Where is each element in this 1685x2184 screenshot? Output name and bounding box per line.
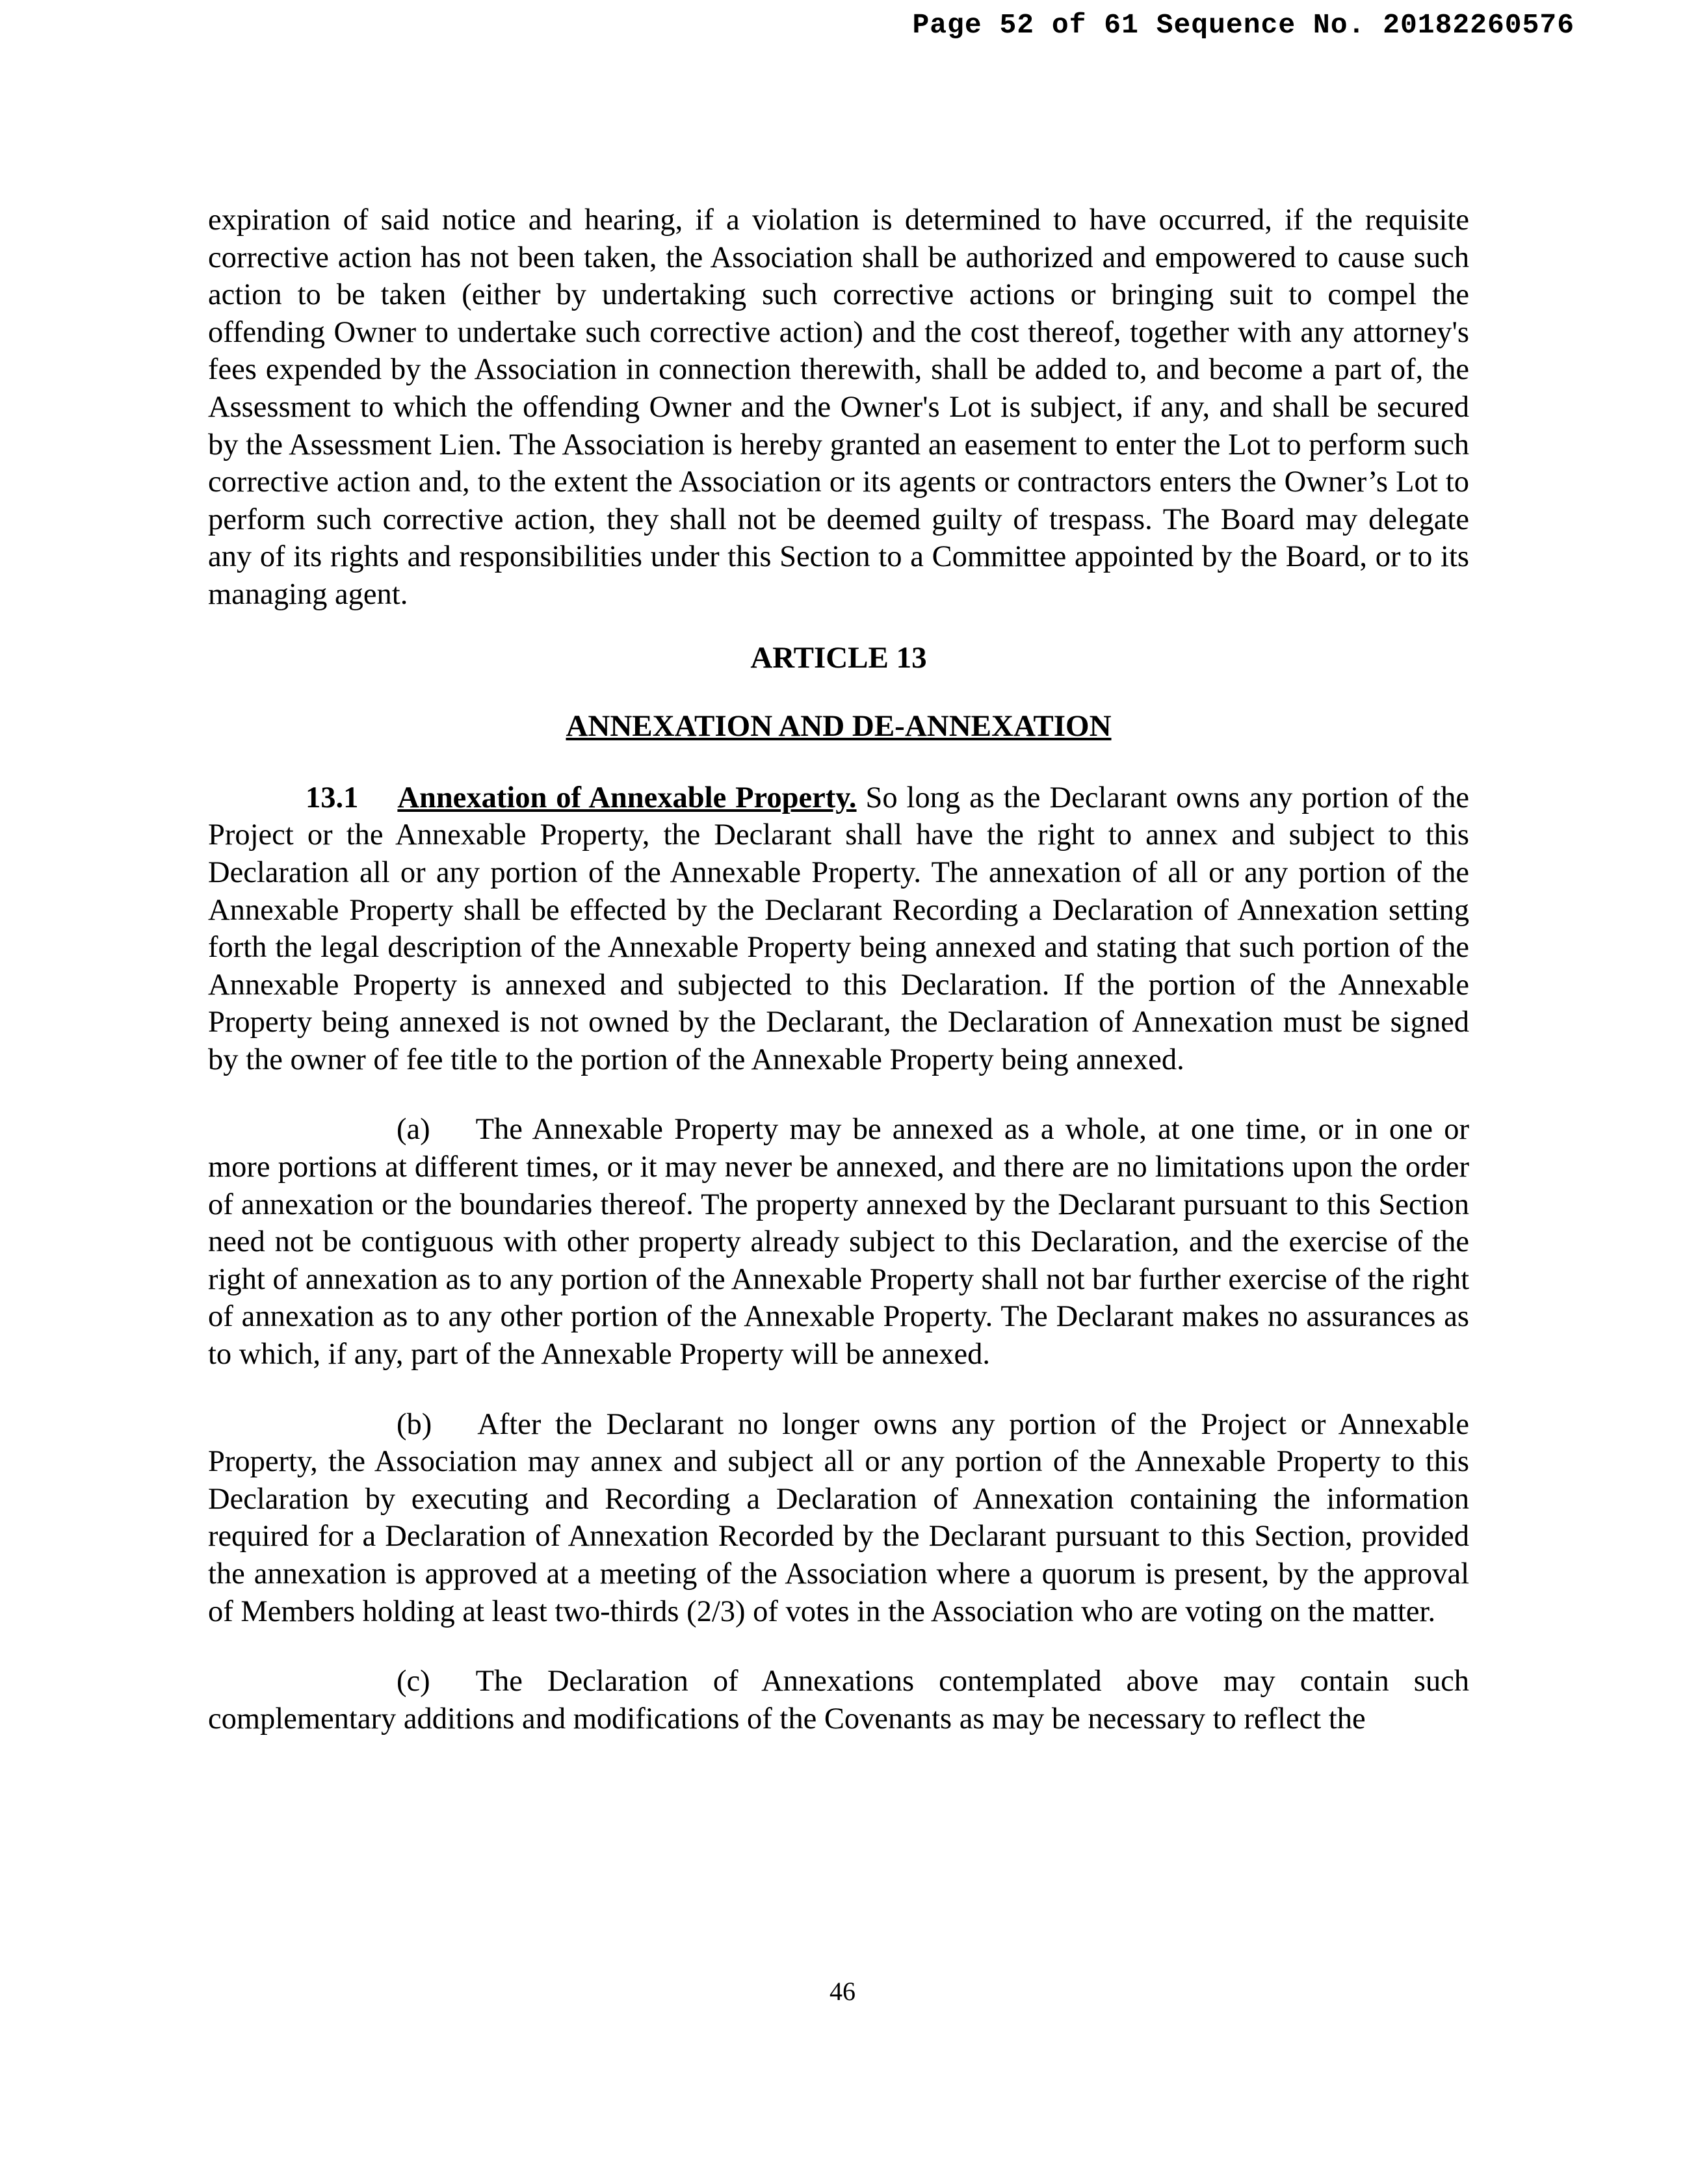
subsection-label: (b) [397,1407,432,1441]
section-number: 13.1 [306,781,359,814]
section-13-1 [208,779,1469,1079]
section-title: Annexation of Annexable Property. [397,781,857,814]
section-body: So long as the Declarant owns any portion of the Project or the Annexable Property, the Declarant shall have the right to annex and subject to this Declaration all or any portion of the Annexable Property. The annexation of all or any portion of the Annexable Property shall be effected by the Declarant Recording a Declaration of Annexation setting forth the legal description of the Annexable Property being annexed and stating that such portion of the Annexable Property is annexed and subjected to this Declaration. If the portion of the Annexable Property being annexed is not owned by the Declarant, the Declaration of Annexation must be signed by the owner of fee title to the portion of the Annexable Property being annexed. [208,781,1470,1076]
subsection-label: (a) [397,1113,430,1147]
article-subtitle: ANNEXATION AND DE-ANNEXATION [566,709,1112,744]
document-body [208,202,1469,1737]
page-number: 46 [829,1977,856,2006]
subsection-text: The Declaration of Annexations contemplated above may contain such complementary additions and modifications of the Covenants as may be necessary to reflect the [208,1665,1469,1736]
subsection-label: (c) [397,1665,430,1698]
subsection-a [208,1111,1469,1373]
subsection-c [208,1663,1469,1737]
subsection-text: After the Declarant no longer owns any portion of the Project or Annexable Property, the Association may annex and subject all or any portion of the Annexable Property to this Declaration by executing and Recording a Declaration of Annexation containing the information required for a Declaration of Annexation Recorded by the Declarant pursuant to this Section, provided the annexation is approved at a meeting of the Association where a quorum is present, by the approval of Members holding at least two-thirds (2/3) of votes in the Association who are voting on the matter. [208,1407,1469,1628]
article-title: ARTICLE 13 [750,640,927,675]
continuation-paragraph: expiration of said notice and hearing, if a violation is determined to have occurred, if the requisite corrective action has not been taken, the Association shall be authorized and empowered to cause such action to be taken (either by undertaking such corrective actions or bringing suit to compel the offending Owner to undertake such corrective action) and the cost thereof, together with any attorney's fees expended by the Association in connection therewith, shall be added to, and become a part of, the Assessment to which the offending Owner and the Owner's Lot is subject, if any, and shall be secured by the Assessment Lien. The Association is hereby granted an easement to enter the Lot to perform such corrective action and, to the extent the Association or its agents or contractors enters the Owner’s Lot to perform such corrective action, they shall not be deemed guilty of trespass. The Board may delegate any of its rights and responsibilities under this Section to a Committee appointed by the Board, or to its managing agent. [208,203,1469,611]
subsection-text: The Annexable Property may be annexed as a whole, at one time, or in one or more portions at different times, or it may never be annexed, and there are no limitations upon the order of annexation or the boundaries thereof. The property annexed by the Declarant pursuant to this Section need not be contiguous with other property already subject to this Declaration, and the exercise of the right of annexation as to any portion of the Annexable Property shall not bar further exercise of the right of annexation as to any other portion of the Annexable Property. The Declarant makes no assurances as to which, if any, part of the Annexable Property will be annexed. [208,1113,1469,1372]
subsection-b [208,1406,1469,1631]
page-header: Page 52 of 61 Sequence No. 20182260576 [912,9,1574,41]
